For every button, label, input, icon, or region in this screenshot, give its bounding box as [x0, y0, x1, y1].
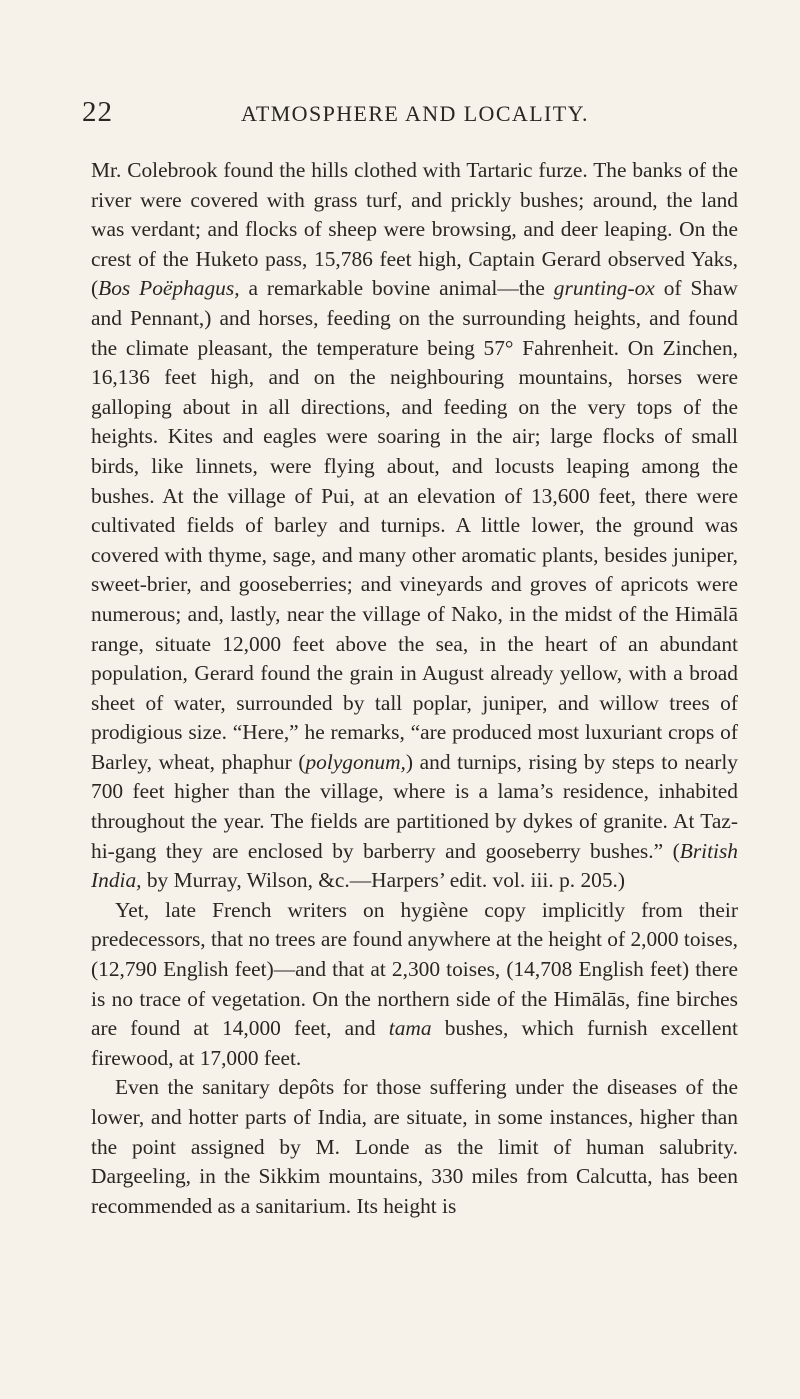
text-run: bushes, which furnish excellent firewood, at 17,000 feet. — [91, 1016, 739, 1070]
paragraph-sanitary-depots — [91, 1073, 738, 1221]
italic-run: British India, — [91, 838, 738, 893]
italic-run: Bos Poëphagus, — [98, 276, 240, 301]
text-run: Even the sanitary depôts for those suffering under the diseases of the lower, and hotter parts of India, are situate, in some instances, higher than the point assigned by M. Londe as the limit of human salubrity. Dargeeling, in the Sikkim mountains, 330 miles from Calcutta, has been recommended as a sanitarium. Its height is — [91, 1075, 738, 1218]
page-number: 22 — [82, 96, 113, 128]
text-run: of Shaw and Pennant,) and horses, feeding on the surrounding heights, and found the climate pleasant, the temperature being 57° Fahrenheit. On Zinchen, 16,136 feet high, and on the neighbouring mountains, horses were galloping about in all directions, and feeding on the very tops of the heights. Kites and eagles were soaring in the air; large flocks of small birds, like linnets, were flying about, and locusts leaping among the bushes. At the village of Pui, at an elevation of 13,600 feet, there were cultivated fields of barley and turnips. A little lower, the ground was covered with thyme, sage, and many other aromatic plants, besides juniper, sweet-brier, and gooseberries; and vineyards and groves of apricots were numerous; and, lastly, near the village of Nako, in the midst of the Himālā range, situate 12,000 feet above the sea, in the heart of an abundant population, Gerard found the grain in August already yellow, with a broad sheet of water, surrounded by tall poplar, juniper, and willow trees of prodigious size. “Here,” he remarks, “are produced most luxuriant crops of Barley, wheat, phaphur ( — [91, 276, 738, 774]
running-title: ATMOSPHERE AND LOCALITY. — [241, 101, 589, 126]
text-run: ) and turnips, rising by steps to nearly 700 feet higher than the village, where is a lama’s residence, inhabited throughout the year. The fields are partitioned by dykes of granite. At Taz-hi-gang they are enclosed by barberry and gooseberry bushes.” ( — [91, 749, 738, 863]
paragraph-colebrook — [91, 156, 738, 896]
italic-run: polygonum, — [305, 749, 406, 774]
paragraph-french-writers — [91, 896, 738, 1074]
text-run: a remarkable bovine animal—the — [239, 276, 554, 301]
text-run: by Murray, Wilson, &c.—Harpers’ edit. vol. iii. p. 205.) — [141, 868, 626, 893]
page-header — [82, 96, 738, 136]
italic-run: grunting-ox — [553, 276, 655, 301]
body-text — [91, 156, 738, 1221]
italic-run: tama — [388, 1016, 432, 1041]
text-run: Yet, late French writers on hygiène copy implicitly from their predecessors, that no trees are found anywhere at the height of 2,000 toises, (12,790 English feet)—and that at 2,300 toises, (14,708 English feet) there is no trace of vegetation. On the northern side of the Himālās, fine birches are found at 14,000 feet, and — [91, 897, 738, 1041]
text-run: Mr. Colebrook found the hills clothed with Tartaric furze. The banks of the river were covered with grass turf, and prickly bushes; around, the land was verdant; and flocks of sheep were browsing, and deer leaping. On the crest of the Huketo pass, 15,786 feet high, Captain Gerard observed Yaks, ( — [91, 158, 738, 301]
